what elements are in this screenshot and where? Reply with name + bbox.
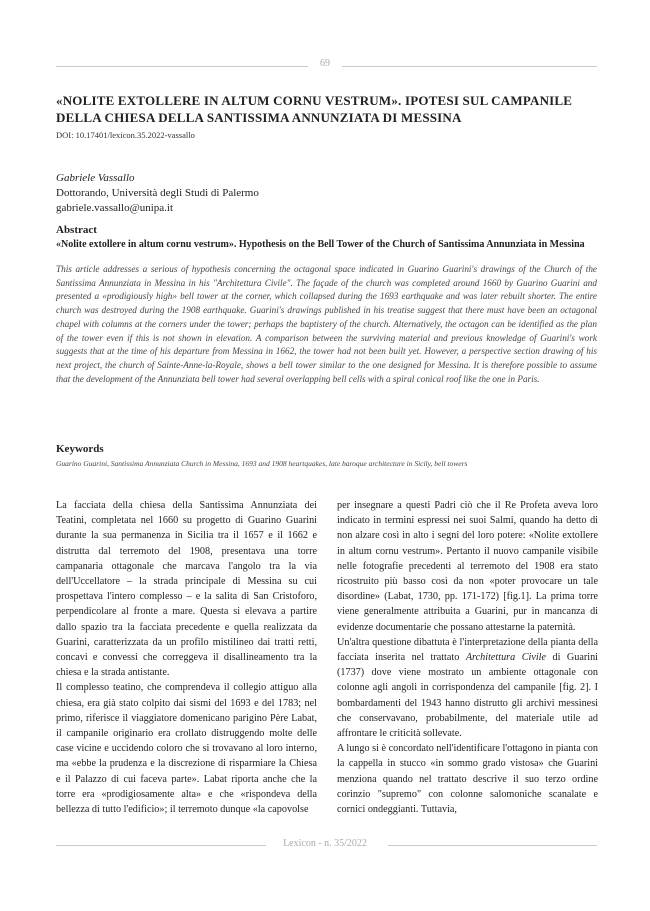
header-rule-right <box>342 66 597 67</box>
footer-rule-right <box>388 845 597 846</box>
body-paragraph <box>337 635 598 741</box>
body-paragraph: A lungo si è concordato nell'identificare l'ottagono in pianta con la cappella in stucco «in sommo grado vistosa» che Guarini menziona quando nel trattato descrive il suo terzo ordine corinzio "supremo" con colonne salomoniche scanalate e cornici ondeggianti. Tuttavia, <box>337 743 598 816</box>
abstract-text: This article addresses a serious of hypothesis concerning the octagonal space indicated in Guarino Guarini's drawings of the Church of the Santissima Annunziata in Messina in his "Architettura Civile". The façade of the church was completed around 1660 by Guarino Guarini and presented a «prodigiously high» bell tower at the corner, which collapsed during the 1693 earthquake and was later rebuilt shorter. The entire church was destroyed during the 1908 earthquake. Guarini's drawings published in his treatise suggest that there must have been an octagonal chapel with columns at the corners under the tower; perhaps the baptistery of the church. Alternatively, the octagon can be identified as the plan of the tower even if this is not shown in elevation. A comparison between the surviving material and previous knowledge of Guarini's work suggests that at the time of his departure from Messina in 1662, the tower had not been built yet. However, a perspective section drawing of his next project, the church of Sainte-Anne-la-Royale, shows a bell tower similar to the one designed for Messina. It is therefore possible to assume that the development of the Annunziata bell tower had several overlapping bell cells with a spiral conical roof like the one in Paris. <box>56 264 597 384</box>
abstract-heading: Abstract <box>56 224 97 236</box>
author-block <box>56 171 259 216</box>
abstract-title: «Nolite extollere in altum cornu vestrum». Hypothesis on the Bell Tower of the Church of Santissima Annunziata in Messina <box>56 239 585 250</box>
body-paragraph: La facciata della chiesa della Santissima Annunziata dei Teatini, completata nel 1660 su progetto di Guarino Guarini durante la sua permanenza in Sicilia tra il 1657 e il 1662 e distrutta dal terremoto del 1908, presentava una torre campanaria ottagonale che marcava l'angolo tra la via dell'Uccellatore – la strada principale di Messina su cui prospettava l'intero complesso – e la salita di San Cristoforo, perpendicolare al fronte a mare. Questa si elevava a partire dallo spazio tra la facciata precedente e quella realizzata da Guarini, caratterizzata da un profilo mistilineo dai tratti retti, concavi e convessi che correggeva il disallineamento tra la chiesa e la strada antistante. <box>56 500 317 679</box>
body-text: Un'altra questione dibattuta è l'interpretazione della pianta della facciata inserita nel trattato <box>337 636 598 664</box>
body-paragraph: per insegnare a questi Padri ciò che il Re Profeta aveva loro indicato in termini espressi nei suoi Salmi, quando ha detto di non alzare così in alto i segni del loro potere: «Nolite extollere in altum cornu vestrum». Pertanto il nuovo campanile visibile nelle fotografie precedenti al terremoto del 1908 era stato ricostruito più basso così da non «poter provocare un tale disordine» (Labat, 1730, pp. 171-172) [fig.1]. La prima torre viene generalmente attribuita a Guarini, pur in mancanza di evidenze documentarie che possano attestarne la paternità. <box>337 500 598 633</box>
article-doi: DOI: 10.17401/lexicon.35.2022-vassallo <box>56 130 195 140</box>
author-email[interactable]: gabriele.vassallo@unipa.it <box>56 202 174 214</box>
body-paragraph: Il complesso teatino, che comprendeva il collegio attiguo alla chiesa, era già stato colpito dai sismi del 1693 e del 1783; nel primo, riferisce il viaggiatore domenicano parigino Père Labat, il campanile originario era crollato distruggendo molte delle case vicine e uccidendo coloro che si trovavano al loro interno, ma «ebbe la prudenza e la discrezione di risparmiare la Chiesa e il Palazzo di cui faceva parte». Labat riporta anche che la torre era «prodigiosamente alta» e che «rispondeva della bellezza di tutto l'edificio»; il terremoto dunque «la capovolse <box>56 682 317 816</box>
treatise-title: Architettura Civile <box>465 652 547 664</box>
keywords-heading: Keywords <box>56 443 104 455</box>
body-left-column <box>56 498 317 817</box>
body-right-column <box>337 498 598 817</box>
keywords-text: Guarino Guarini, Santissima Annunziata Church in Messina, 1693 and 1908 heartquakes, late baroque architecture in Sicily, bell towers <box>56 459 468 468</box>
page-number: 69 <box>320 58 330 69</box>
author-affiliation: Dottorando, Università degli Studi di Palermo <box>56 187 259 199</box>
body-text: di Guarini (1737) dove viene mostrato un ambiente ottagonale con colonne agli angoli in corrispondenza del campanile [fig. 2]. I bombardamenti del 1943 hanno distrutto gli archivi messinesi che conservavano, probabilmente, del materiale utile ad affrontare le criticità sollevate. <box>337 652 599 740</box>
footer-text: Lexicon - n. 35/2022 <box>283 838 367 849</box>
article-title: «NOLITE EXTOLLERE IN ALTUM CORNU VESTRUM». IPOTESI SUL CAMPANILE DELLA CHIESA DELLA SANTISSIMA ANNUNZIATA DI MESSINA <box>56 93 573 125</box>
author-name: Gabriele Vassallo <box>56 172 135 184</box>
